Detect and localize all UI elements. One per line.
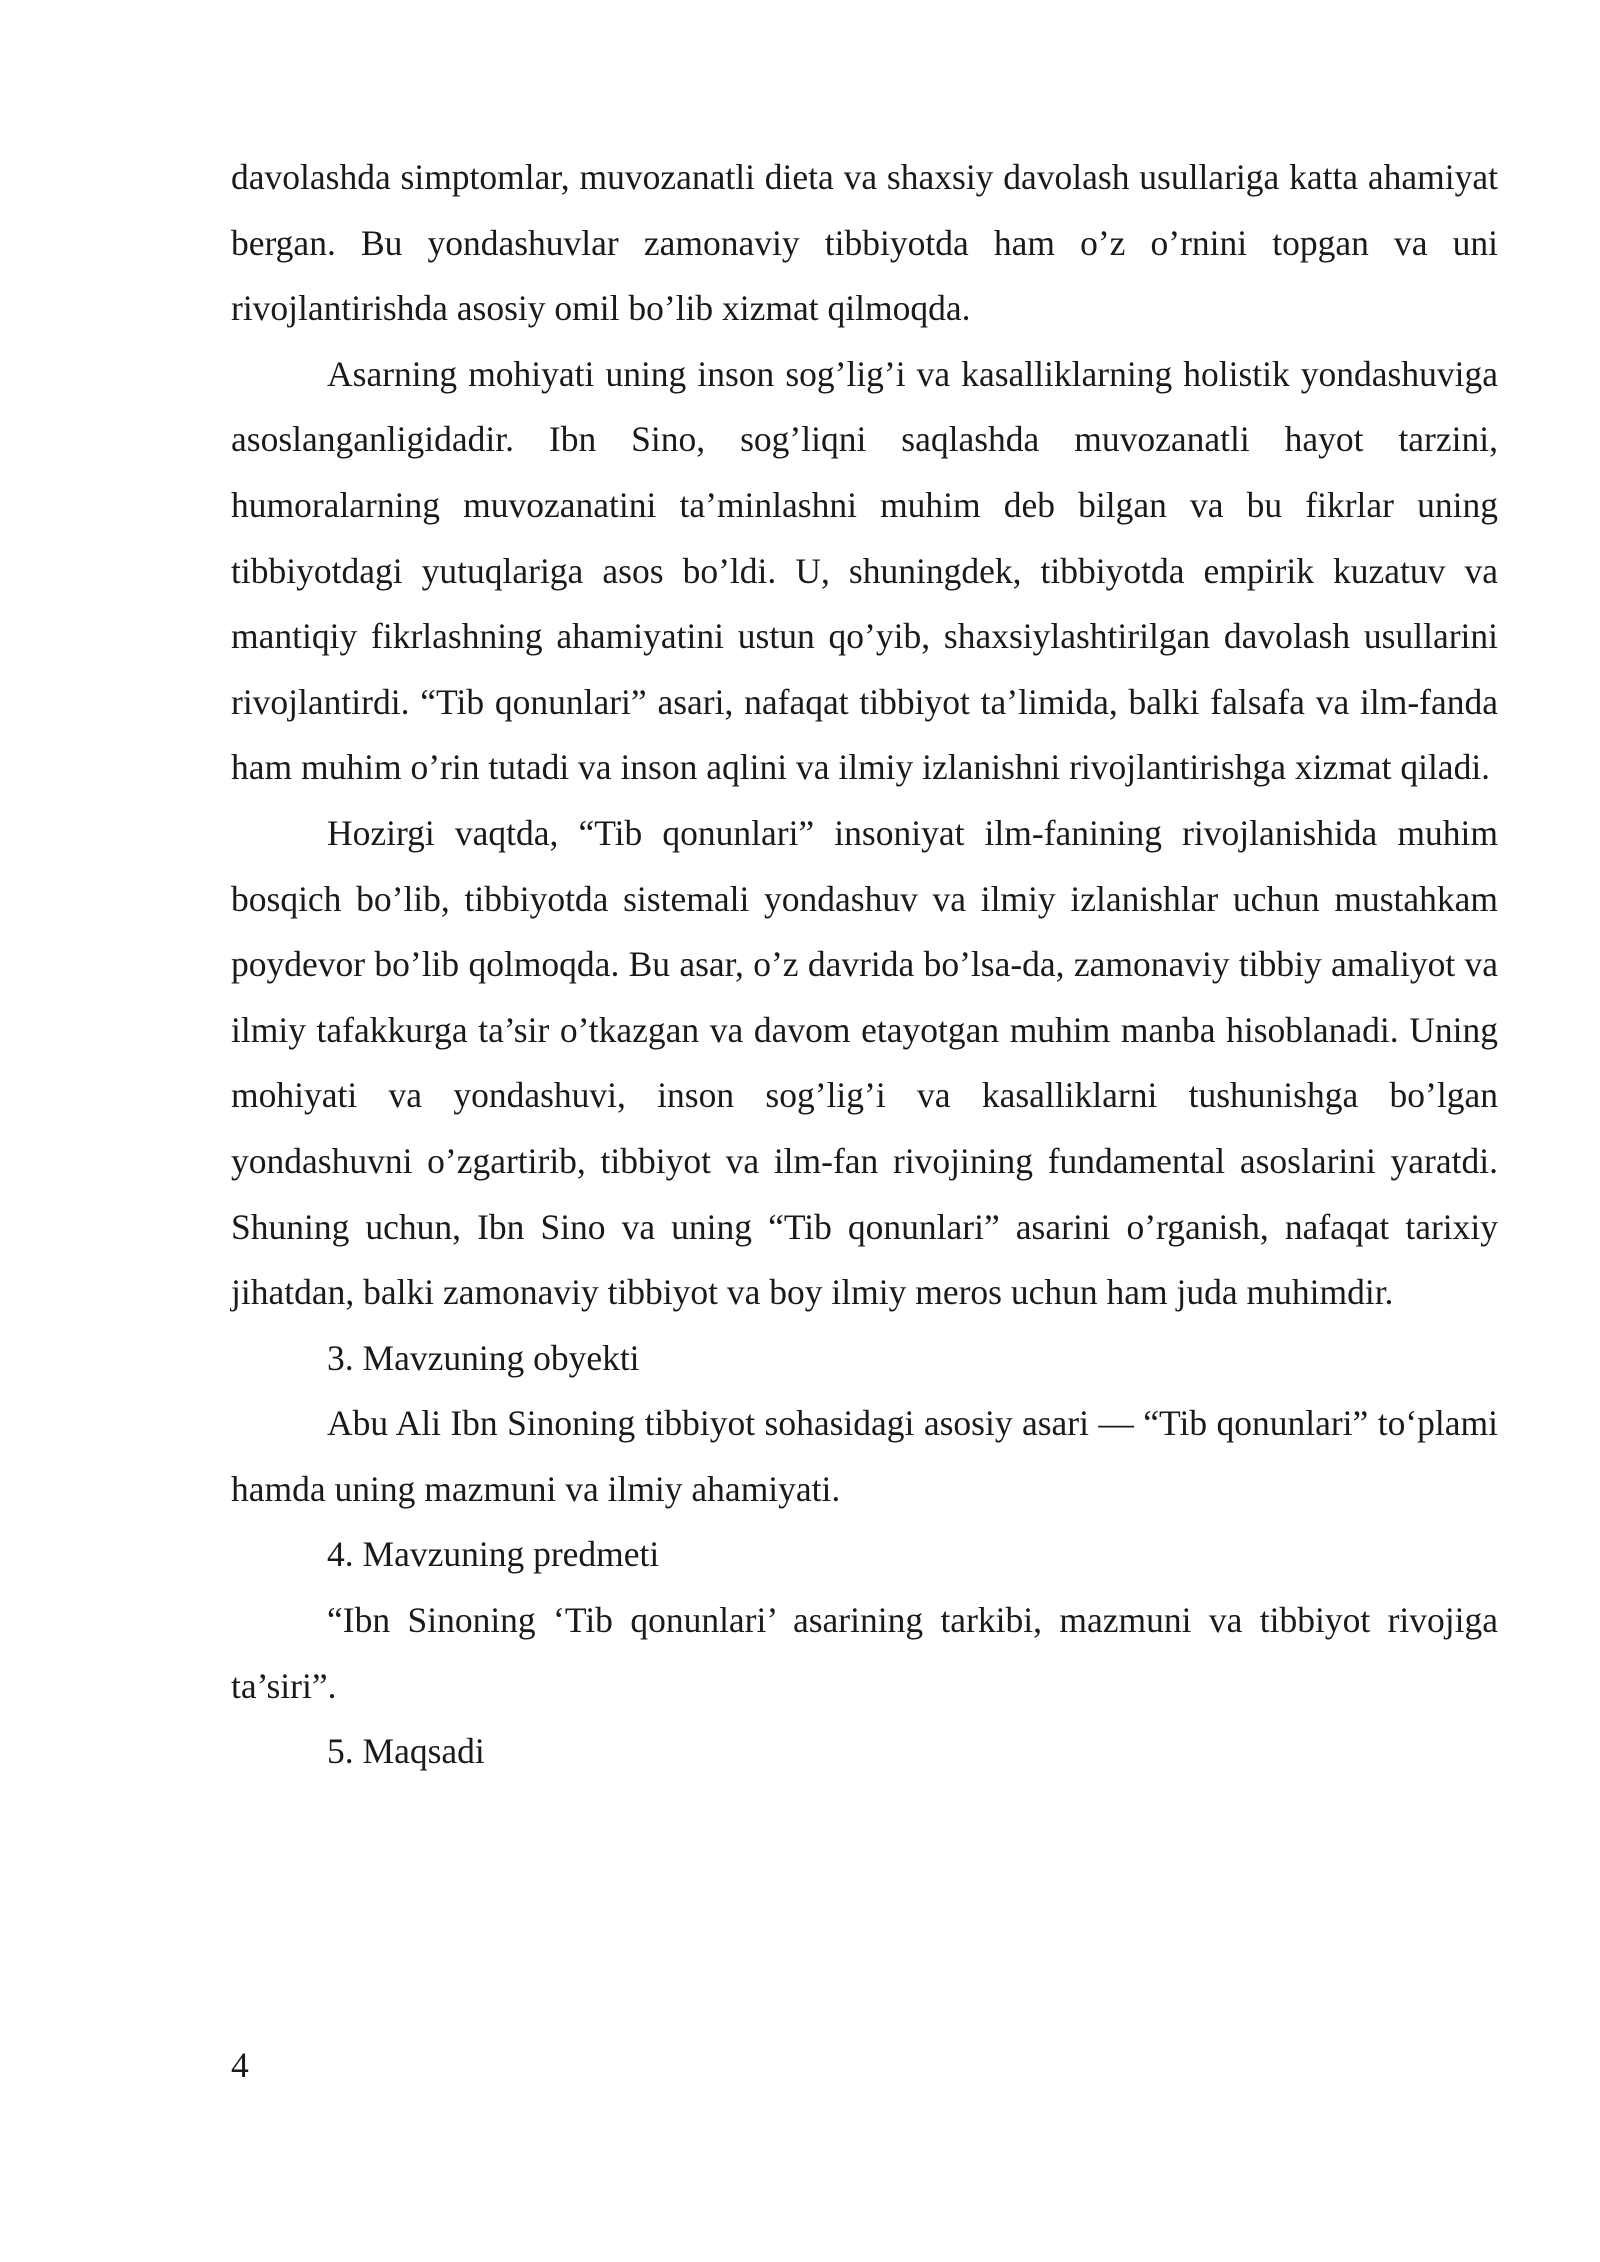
- paragraph-present-day: Hozirgi vaqtda, “Tib qonunlari” insoniyat ilm-fanining rivojlanishida muhim bosqich bo’lib, tibbiyotda sistemali yondashuv va ilmiy izlanishlar uchun mustahkam poydevor bo’lib qolmoqda. Bu asar, o’z davrida bo’lsa-da, zamonaviy tibbiy amaliyot va ilmiy tafakkurga ta’sir o’tkazgan va davom etayotgan muhim manba hisoblanadi. Uning mohiyati va yondashuvi, inson sog’lig’i va kasalliklarni tushunishga bo’lgan yondashuvni o’zgartirib, tibbiyot va ilm-fan rivojining fundamental asoslarini yaratdi. Shuning uchun, Ibn Sino va uning “Tib qonunlari” asarini o’rganish, nafaqat tarixiy jihatdan, balki zamonaviy tibbiyot va boy ilmiy meros uchun ham juda muhimdir.: [231, 812, 1498, 1313]
- heading-object: 3. Mavzuning obyekti: [327, 1337, 640, 1378]
- heading-subject: 4. Mavzuning predmeti: [327, 1534, 660, 1575]
- paragraph-object: Abu Ali Ibn Sinoning tibbiyot sohasidagi asosiy asari — “Tib qonunlari” to‘plami hamda uning mazmuni va ilmiy ahamiyati.: [231, 1403, 1498, 1509]
- page-number: 4: [231, 2045, 249, 2085]
- page-body: [231, 145, 1498, 1785]
- heading-goal: 5. Maqsadi: [327, 1731, 485, 1772]
- paragraph-subject: “Ibn Sinoning ‘Tib qonunlari’ asarining tarkibi, mazmuni va tibbiyot rivojiga ta’siri”.: [231, 1600, 1498, 1706]
- paragraph-essence: Asarning mohiyati uning inson sog’lig’i va kasalliklarning holistik yondashuviga asoslanganligidadir. Ibn Sino, sog’liqni saqlashda muvozanatli hayot tarzini, humoralarning muvozanatini ta’minlashni muhim deb bilgan va bu fikrlar uning tibbiyotdagi yutuqlariga asos bo’ldi. U, shuningdek, tibbiyotda empirik kuzatuv va mantiqiy fikrlashning ahamiyatini ustun qo’yib, shaxsiylashtirilgan davolash usullarini rivojlantirdi. “Tib qonunlari” asari, nafaqat tibbiyot ta’limida, balki falsafa va ilm-fanda ham muhim o’rin tutadi va inson aqlini va ilmiy izlanishni rivojlantirishga xizmat qiladi.: [231, 353, 1498, 788]
- paragraph-continuation: davolashda simptomlar, muvozanatli dieta va shaxsiy davolash usullariga katta ahamiyat bergan. Bu yondashuvlar zamonaviy tibbiyotda ham o’z o’rnini topgan va uni rivojlantirishda asosiy omil bo’lib xizmat qilmoqda.: [231, 157, 1498, 329]
